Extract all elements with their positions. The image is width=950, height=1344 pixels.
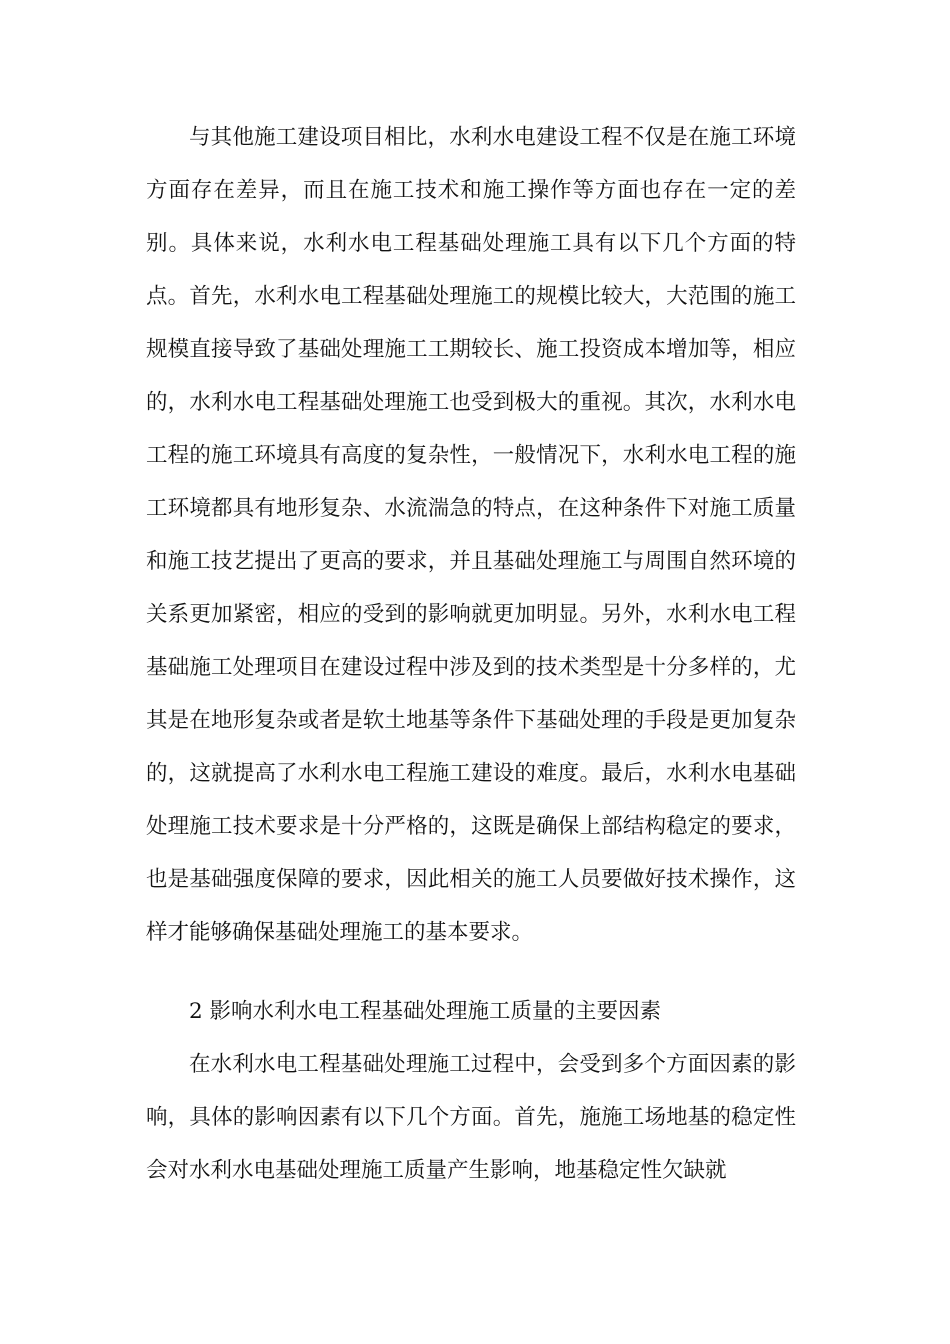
body-text-block-2 [146,1038,796,1197]
section-heading: 2 影响水利水电工程基础处理施工质量的主要因素 [189,999,662,1024]
section-heading-block [146,985,796,1038]
paragraph-characteristics: 与其他施工建设项目相比，水利水电建设工程不仅是在施工环境方面存在差异，而且在施工技术和施工操作等方面也存在一定的差别。具体来说，水利水电工程基础处理施工具有以下几个方面的特点。首先，水利水电工程基础处理施工的规模比较大，大范围的施工规模直接导致了基础处理施工工期较长、施工投资成本增加等，相应的，水利水电工程基础处理施工也受到极大的重视。其次，水利水电工程的施工环境具有高度的复杂性，一般情况下，水利水电工程的施工环境都具有地形复杂、水流湍急的特点，在这种条件下对施工质量和施工技艺提出了更高的要求，并且基础处理施工与周围自然环境的关系更加紧密，相应的受到的影响就更加明显。另外，水利水电工程基础施工处理项目在建设过程中涉及到的技术类型是十分多样的，尤其是在地形复杂或者是软土地基等条件下基础处理的手段是更加复杂的，这就提高了水利水电工程施工建设的难度。最后，水利水电基础处理施工技术要求是十分严格的，这既是确保上部结构稳定的要求，也是基础强度保障的要求，因此相关的施工人员要做好技术操作，这样才能够确保基础处理施工的基本要求。 [146,125,796,945]
paragraph-influencing-factors: 在水利水电工程基础处理施工过程中，会受到多个方面因素的影响，具体的影响因素有以下几个方面。首先，施施工场地基的稳定性会对水利水电基础处理施工质量产生影响，地基稳定性欠缺就 [146,1052,796,1183]
body-text-block [146,111,796,959]
